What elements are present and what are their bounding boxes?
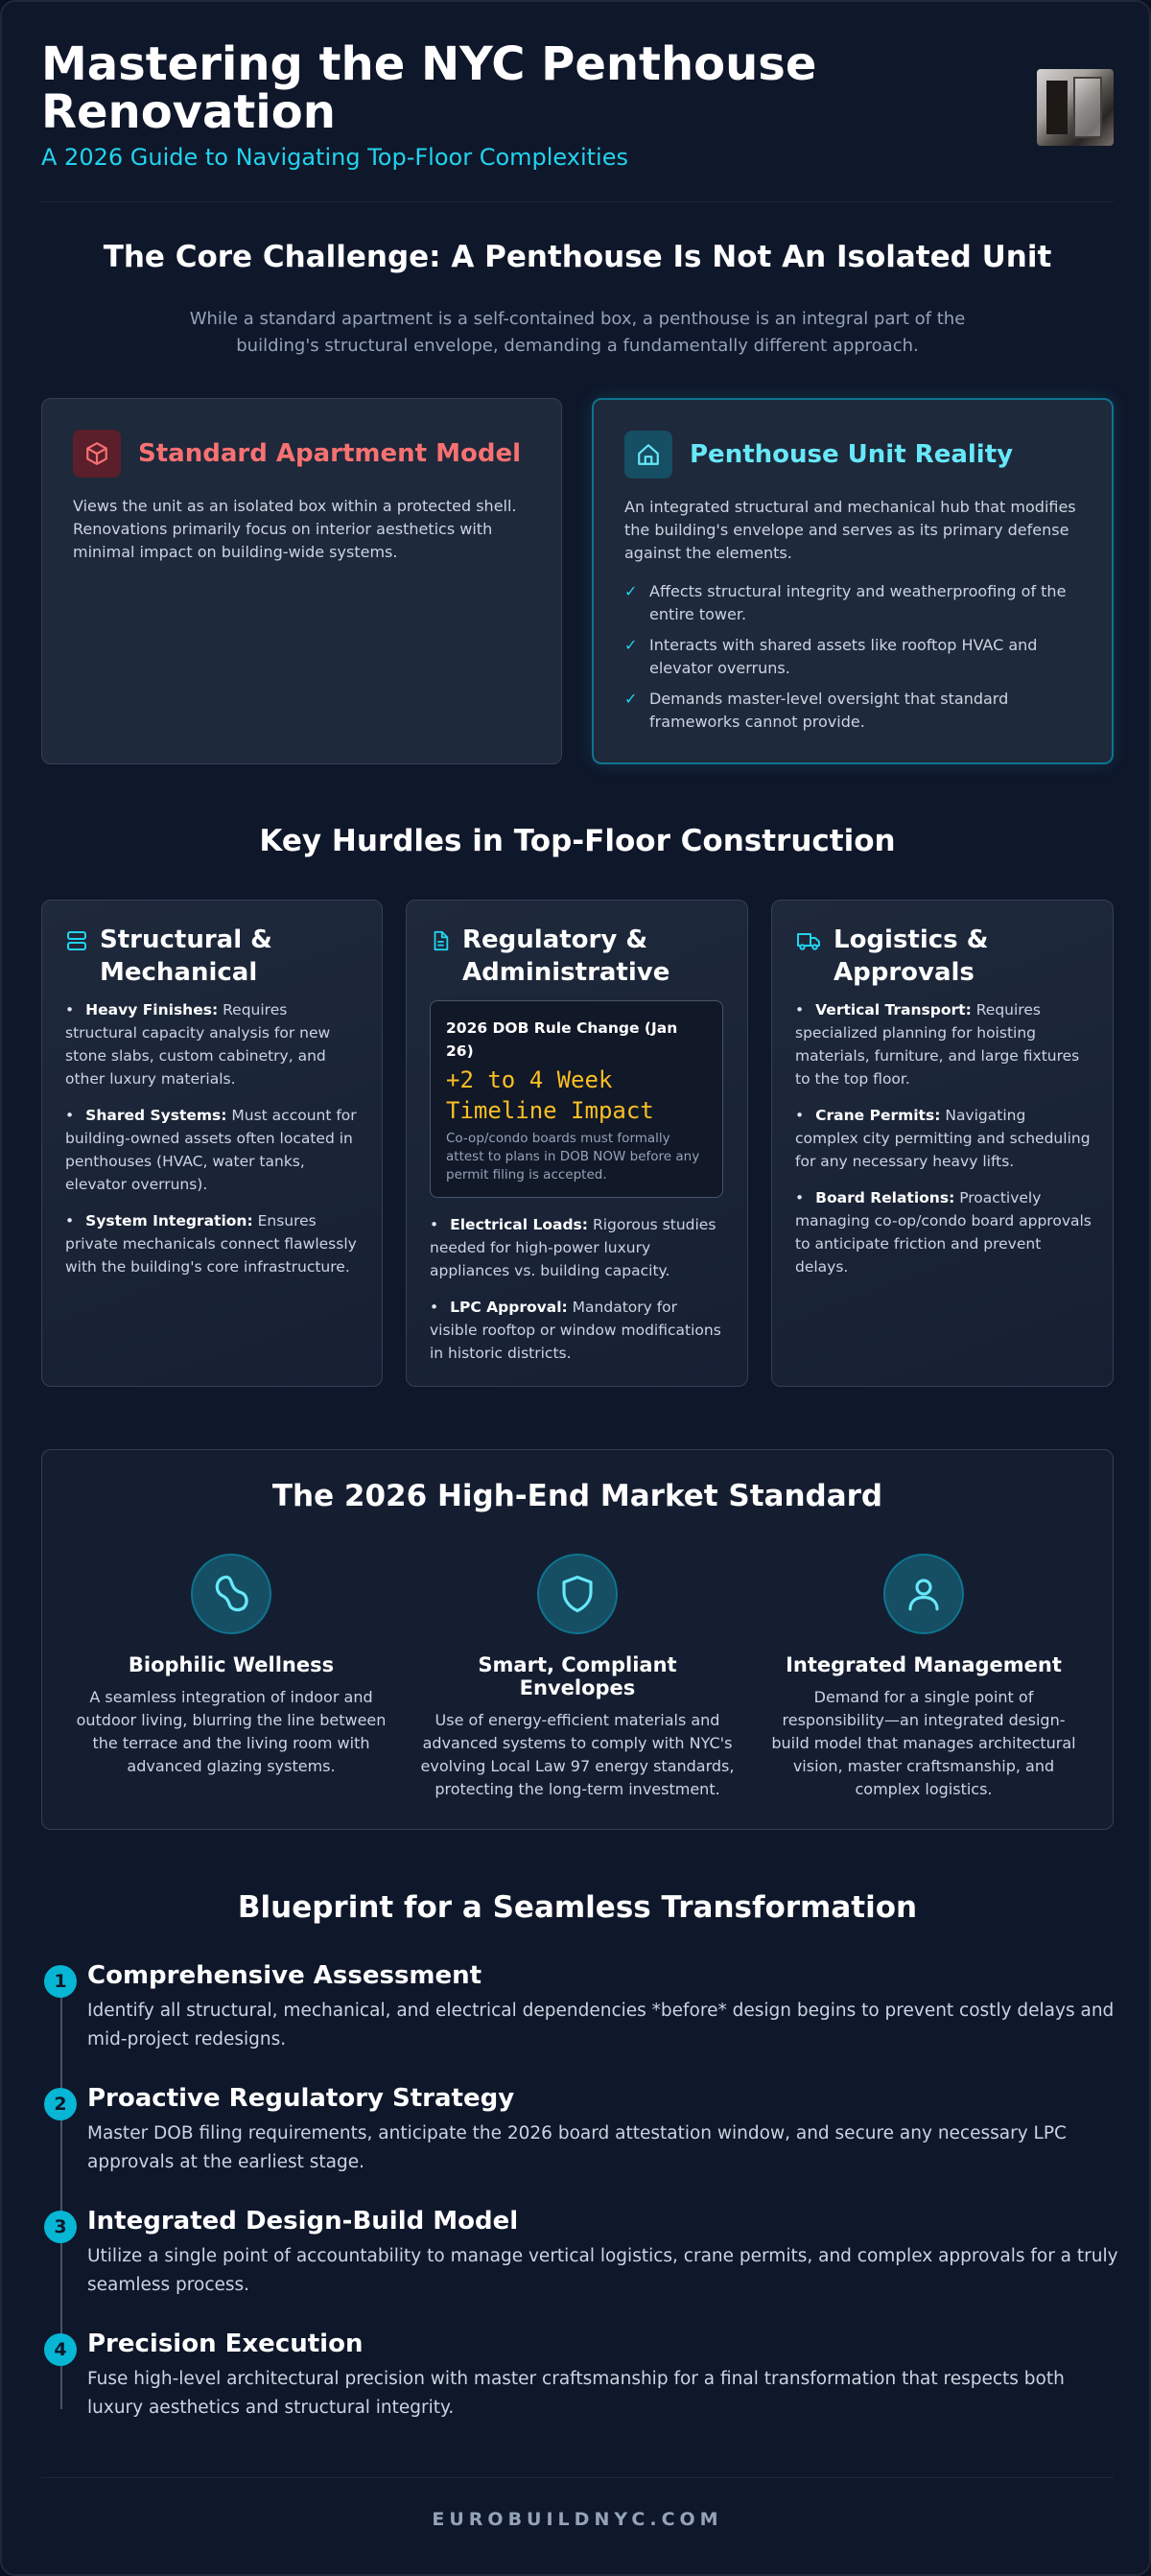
photo-door-shape (1046, 81, 1068, 134)
step-title: Precision Execution (87, 2330, 364, 2358)
pillar-smart-envelopes (419, 1554, 736, 1801)
cube-icon (73, 430, 121, 478)
list-item: • Electrical Loads: Rigorous studies needed for high-power luxury appliances vs. building capacity. (430, 1216, 716, 1279)
step-description: Utilize a single point of accountability to manage vertical logistics, crane permits, and complex approvals for a truly seamless process. (87, 2246, 1118, 2295)
core-challenge-title: The Core Challenge: A Penthouse Is Not An Isolated Unit (103, 240, 1052, 274)
page-header (41, 37, 1114, 171)
check-icon: ✓ (624, 690, 638, 708)
regulatory-administrative-card (406, 900, 748, 1387)
list-item: • Shared Systems: Must account for building-owned assets often located in penthouses (HVAC, water tanks, elevator overruns). (65, 1107, 357, 1193)
list-item: • Board Relations: Proactively managing co-op/condo board approvals to anticipate friction and prevent delays. (795, 1189, 1092, 1276)
blueprint-title: Blueprint for a Seamless Transformation (237, 1890, 918, 1925)
step-number-badge: 3 (44, 2211, 77, 2243)
dob-rule-note: Co-op/condo boards must formally attest to plans in DOB NOW before any permit filing is accepted. (446, 1131, 700, 1183)
pillar-biophilic-wellness (73, 1554, 389, 1778)
regulatory-hurdles-list (430, 1213, 726, 1378)
penthouse-reality-body (624, 496, 1081, 741)
structural-mechanical-title: Structural & Mechanical (100, 925, 272, 987)
leaf-icon (191, 1554, 271, 1634)
pillar-text: A seamless integration of indoor and outdoor living, blurring the line between the terrace and the living room with advanced glazing systems. (76, 1688, 387, 1775)
step-number-badge: 2 (44, 2088, 77, 2120)
market-standard-title: The 2026 High-End Market Standard (271, 1479, 883, 1513)
step-description: Identify all structural, mechanical, and electrical dependencies *before* design begins to prevent costly delays and mid-project redesigns. (87, 2001, 1115, 2049)
penthouse-points-list (624, 580, 1081, 734)
structural-mechanical-card (41, 900, 383, 1387)
server-icon (65, 929, 88, 956)
market-standard-panel (41, 1449, 1114, 1830)
photo-shower-glass-shape (1073, 77, 1102, 138)
step-description: Fuse high-level architectural precision with master craftsmanship for a final transformation that respects both luxury aesthetics and structural integrity. (87, 2369, 1065, 2418)
shield-icon (537, 1554, 618, 1634)
structural-hurdles-list (65, 998, 361, 1292)
standard-apartment-body: Views the unit as an isolated box within a protected shell. Renovations primarily focus on interior aesthetics with minimal impact on building-wide systems. (73, 497, 517, 561)
list-item: • LPC Approval: Mandatory for visible rooftop or window modifications in historic districts. (430, 1299, 721, 1362)
page-title: Mastering the NYC Penthouse Renovation (41, 37, 817, 139)
core-challenge-description: While a standard apartment is a self-contained box, a penthouse is an integral part of the building's structural envelope, demanding a fundamentally different approach. (189, 309, 966, 356)
logistics-hurdles-list (795, 998, 1092, 1292)
regulatory-administrative-title: Regulatory & Administrative (462, 925, 670, 987)
step-title: Comprehensive Assessment (87, 1961, 482, 1990)
step-title: Integrated Design-Build Model (87, 2207, 519, 2236)
list-item: ✓ Affects structural integrity and weatherproofing of the entire tower. (624, 580, 1081, 626)
list-item: • Heavy Finishes: Requires structural capacity analysis for new stone slabs, custom cabinetry, and other luxury materials. (65, 1001, 331, 1088)
step-description: Master DOB filing requirements, anticipate the 2026 board attestation window, and secure any necessary LPC approvals at the earliest stage. (87, 2123, 1067, 2172)
bathroom-photo-thumbnail (1037, 69, 1114, 146)
header-divider (41, 201, 1114, 202)
list-item: ✓ Interacts with shared assets like rooftop HVAC and elevator overruns. (624, 634, 1081, 680)
list-item: • System Integration: Ensures private mechanicals connect flawlessly with the building's core infrastructure. (65, 1212, 357, 1276)
standard-apartment-title: Standard Apartment Model (138, 439, 521, 468)
pillar-integrated-management (765, 1554, 1082, 1801)
step-title: Proactive Regulatory Strategy (87, 2084, 515, 2113)
check-icon: ✓ (624, 636, 638, 654)
pillar-title: Smart, Compliant Envelopes (478, 1653, 677, 1699)
list-item: ✓ Demands master-level oversight that standard frameworks cannot provide. (624, 688, 1081, 734)
footer-brand-link[interactable]: EUROBUILDNYC.COM (432, 2509, 723, 2530)
pillar-title: Biophilic Wellness (128, 1653, 335, 1676)
check-icon: ✓ (624, 582, 638, 600)
pillar-text: Demand for a single point of responsibility—an integrated design-build model that manages architectural vision, master craftsmanship, and complex logistics. (771, 1688, 1076, 1798)
key-hurdles-title: Key Hurdles in Top-Floor Construction (259, 824, 896, 858)
step-number-badge: 4 (44, 2333, 77, 2366)
dob-rule-label: 2026 DOB Rule Change (Jan 26) (446, 1019, 678, 1060)
pillar-text: Use of energy-efficient materials and advanced systems to comply with NYC's evolving Local Law 97 energy standards, protecting the long-term investment. (420, 1711, 735, 1798)
list-item: • Vertical Transport: Requires specialized planning for hoisting materials, furniture, and large fixtures to the top floor. (795, 1001, 1080, 1088)
standard-apartment-card (41, 398, 562, 764)
step-number-badge: 1 (44, 1965, 77, 1998)
logistics-approvals-title: Logistics & Approvals (834, 925, 989, 987)
dob-rule-callout (430, 1000, 723, 1198)
page-subtitle: A 2026 Guide to Navigating Top-Floor Complexities (41, 144, 628, 171)
list-item: • Crane Permits: Navigating complex city permitting and scheduling for any necessary heavy lifts. (795, 1107, 1091, 1170)
footer-divider (41, 2477, 1114, 2478)
truck-icon (795, 929, 822, 956)
home-icon (624, 431, 672, 479)
user-icon (883, 1554, 964, 1634)
dob-rule-impact: +2 to 4 Week Timeline Impact (446, 1066, 654, 1124)
penthouse-reality-description: An integrated structural and mechanical hub that modifies the building's envelope and serves as its primary defense against the elements. (624, 498, 1076, 562)
pillar-title: Integrated Management (786, 1653, 1062, 1676)
logistics-approvals-card (771, 900, 1114, 1387)
document-icon (430, 929, 451, 956)
penthouse-reality-title: Penthouse Unit Reality (690, 440, 1014, 469)
penthouse-reality-card (592, 398, 1114, 764)
